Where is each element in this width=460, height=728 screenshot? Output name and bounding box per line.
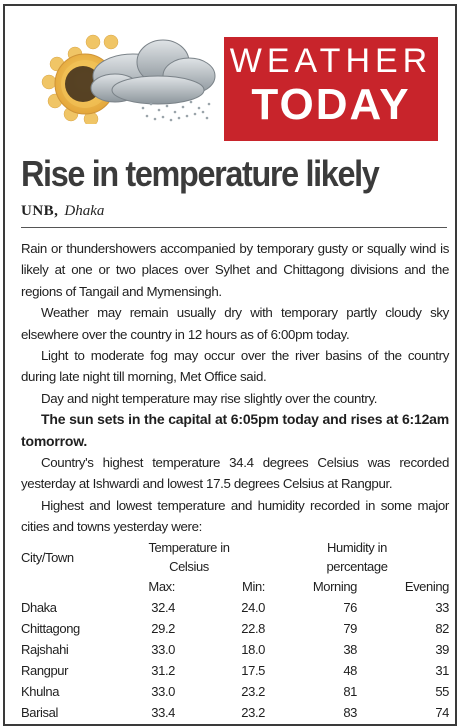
brand-box: [224, 37, 438, 141]
table-row: [21, 660, 449, 681]
morning-cell: 48: [343, 663, 357, 678]
col-humidity-header-line1: Humidity in: [327, 540, 387, 555]
min-cell: 18.0: [241, 642, 265, 657]
evening-cell: 55: [435, 684, 449, 699]
min-cell: 24.0: [241, 600, 265, 615]
paragraph: Highest and lowest temperature and humidity recorded in some major cities and towns yesterday were:: [21, 497, 449, 535]
table-row: [21, 702, 449, 723]
headline: Rise in temperature likely: [21, 153, 379, 194]
byline: [21, 203, 104, 220]
morning-cell: 38: [343, 642, 357, 657]
max-cell: 33.0: [151, 642, 175, 657]
morning-cell: 76: [343, 600, 357, 615]
byline-place: Dhaka: [64, 203, 105, 219]
col-temp-header-line2: Celsius: [169, 559, 209, 574]
morning-cell: 83: [343, 705, 357, 720]
min-cell: 23.2: [241, 705, 265, 720]
col-humidity-header: [265, 538, 449, 576]
evening-cell: 31: [435, 663, 449, 678]
byline-agency: UNB,: [21, 203, 59, 219]
city-cell: Barisal: [21, 705, 58, 720]
evening-cell: 33: [435, 600, 449, 615]
brand-title-bottom: TODAY: [251, 80, 411, 129]
paragraph: Day and night temperature may rise slightly over the country.: [41, 390, 378, 406]
col-city-header: City/Town: [21, 549, 74, 565]
col-temp-header-line1: Temperature in: [148, 540, 230, 555]
city-cell: Rangpur: [21, 663, 69, 678]
paragraph: Weather may remain usually dry with temporary partly cloudy sky elsewhere over the country in 12 hours as of 6:00pm today.: [21, 305, 449, 342]
paragraph: Light to moderate fog may occur over the river basins of the country during late night till morning, Met Office said.: [21, 348, 449, 385]
col-temp-header: [113, 538, 265, 576]
max-cell: 33.0: [151, 684, 175, 699]
table-row: [21, 618, 449, 639]
col-humidity-header-line2: percentage: [326, 559, 388, 574]
city-cell: Khulna: [21, 684, 60, 699]
sub-evening: Evening: [404, 579, 449, 594]
evening-cell: 74: [435, 705, 449, 720]
min-cell: 17.5: [241, 663, 265, 678]
table-row: [21, 639, 449, 660]
max-cell: 29.2: [151, 621, 175, 636]
city-cell: Rajshahi: [21, 642, 69, 657]
sun-cloud-rain-icon: [23, 24, 223, 124]
max-cell: 33.4: [151, 705, 175, 720]
max-cell: 31.2: [151, 663, 175, 678]
table-header-row: [21, 538, 449, 576]
sub-max: Max:: [148, 579, 175, 594]
morning-cell: 81: [343, 684, 357, 699]
min-cell: 23.2: [241, 684, 265, 699]
sub-morning: Morning: [312, 579, 357, 594]
table-row: [21, 597, 449, 618]
divider: [21, 227, 447, 228]
city-cell: Dhaka: [21, 600, 57, 615]
paragraph-highlight: The sun sets in the capital at 6:05pm today and rises at 6:12am tomorrow.: [21, 411, 449, 449]
brand-title-top: WEATHER: [229, 42, 433, 80]
morning-cell: 79: [343, 621, 357, 636]
min-cell: 22.8: [241, 621, 265, 636]
evening-cell: 39: [435, 642, 449, 657]
table-row: [21, 681, 449, 702]
max-cell: 32.4: [151, 600, 175, 615]
masthead: [5, 6, 455, 129]
weather-column: [3, 4, 457, 726]
city-cell: Chittagong: [21, 621, 80, 636]
temperature-table: [21, 538, 449, 723]
sub-min: Min:: [242, 579, 265, 594]
article-body: [21, 238, 449, 538]
paragraph: Rain or thundershowers accompanied by temporary gusty or squally wind is likely at one or two places over Sylhet and Chittagong divisions and the regions of Tangail and Mymensingh.: [21, 241, 449, 299]
table-subheader-row: [21, 576, 449, 597]
paragraph: Country's highest temperature 34.4 degrees Celsius was recorded yesterday at Ishwardi and lowest 17.5 degrees Celsius at Rangpur.: [21, 455, 449, 492]
evening-cell: 82: [435, 621, 449, 636]
